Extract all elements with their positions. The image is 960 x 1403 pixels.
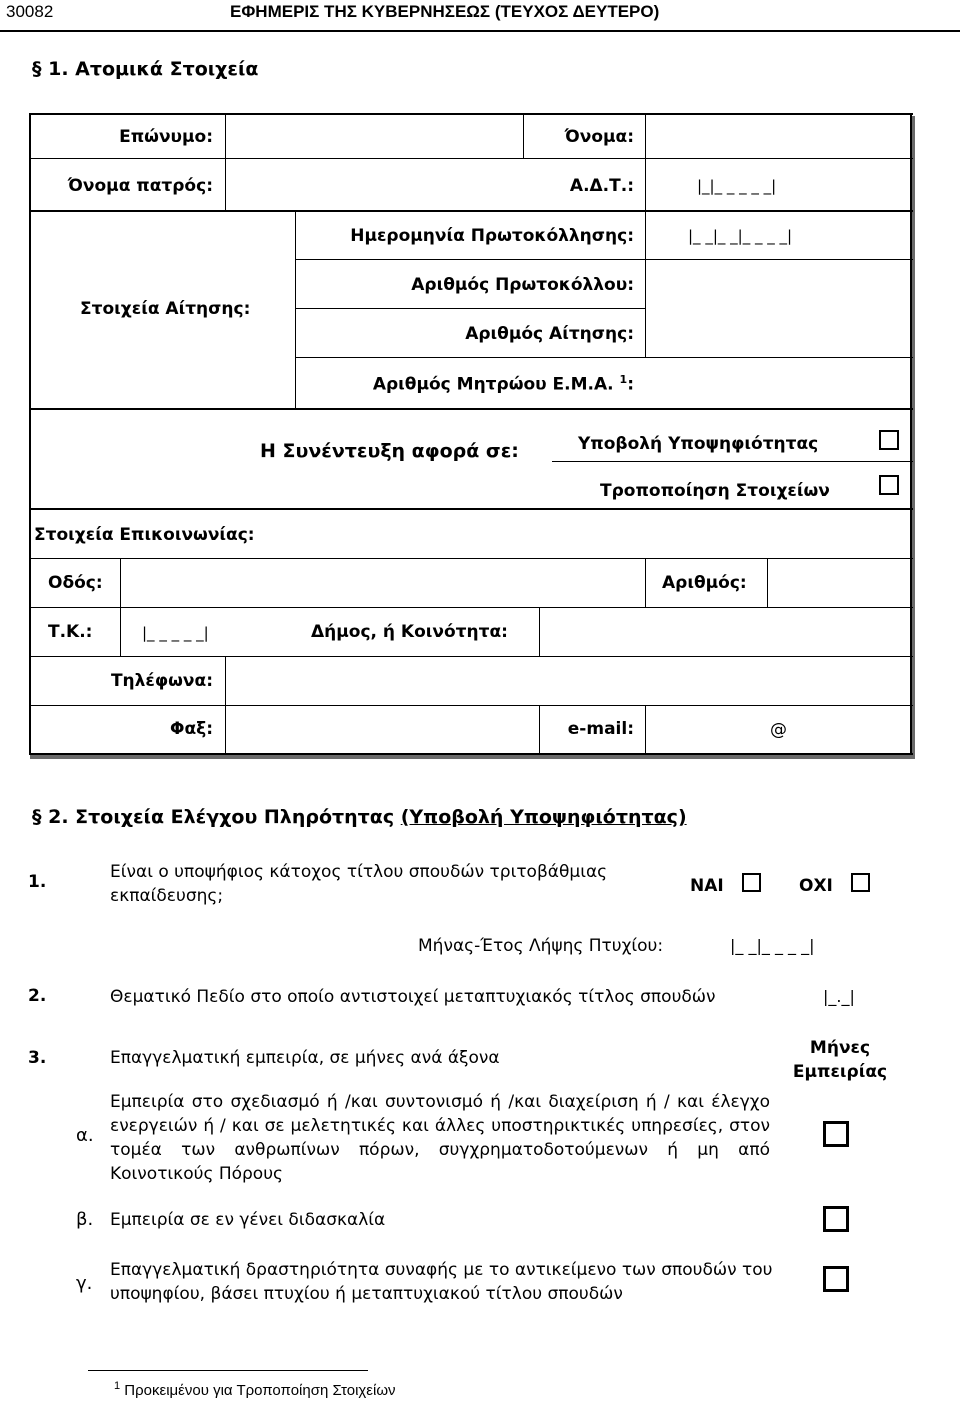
no-checkbox[interactable] (851, 873, 870, 892)
adt-label: Α.Δ.Τ.: (569, 176, 634, 196)
protocol-number-field[interactable] (646, 260, 909, 357)
months-header (790, 1036, 890, 1084)
rule-left (29, 113, 31, 755)
rule (645, 705, 646, 753)
rule (296, 308, 646, 309)
months-header-line1: Μήνες (809, 1038, 871, 1058)
surname-label: Επώνυμο: (119, 127, 213, 147)
degree-date-field[interactable]: |_ _|_ _ _ _| (730, 936, 815, 955)
name-field[interactable] (646, 114, 909, 158)
option-candidacy-checkbox[interactable] (879, 430, 899, 450)
street-label: Οδός: (48, 573, 103, 593)
postcode-field[interactable]: |_ _ _ _ _| (142, 624, 209, 642)
street-number-field[interactable] (768, 559, 909, 607)
option-modification-label: Τροποποίηση Στοιχείων (600, 481, 830, 501)
rule (29, 210, 913, 212)
rule-right (910, 113, 912, 755)
rule (645, 558, 646, 607)
rule (120, 607, 121, 656)
item-b-text: Εμπειρία σε εν γένει διδασκαλία (110, 1210, 386, 1230)
q1-text-line1: Είναι ο υποψήφιος κάτοχος τίτλου σπουδών τριτοβάθμιας (110, 862, 608, 882)
footnote-ref: 1 (619, 373, 628, 386)
name-label: Όνομα: (564, 127, 634, 147)
months-header-line2: Εμπειρίας (792, 1062, 888, 1082)
surname-field[interactable] (226, 114, 522, 158)
rule (523, 113, 524, 159)
number-label: Αριθμός: (662, 573, 747, 593)
application-number-label: Αριθμός Αίτησης: (465, 324, 634, 344)
item-c-letter: γ. (76, 1273, 93, 1294)
email-field[interactable]: @ (770, 720, 787, 740)
item-a-text: Εμπειρία στο σχεδιασμό ή /και συντονισμό ή /και διαχείριση ή / και έλεγχο ενεργειών ή / και σε μελετητικές και άλλες υποστηρικτικές υπηρεσίες, στον τομέα των ανθρωπίνων πόρων, συγχρηματοδοτούμενων ή μη από Κοινοτικούς Πόρους (110, 1092, 770, 1184)
phones-label: Τηλέφωνα: (110, 671, 213, 691)
municipality-label: Δήμος, ή Κοινότητα: (311, 622, 508, 642)
section1-title: § 1. Ατομικά Στοιχεία (32, 58, 259, 80)
q2-field[interactable]: |_._| (823, 987, 855, 1006)
item-a-letter: α. (76, 1125, 94, 1146)
interview-label: Η Συνέντευξη αφορά σε: (260, 440, 519, 462)
rule (296, 357, 913, 358)
footnote (114, 1380, 396, 1399)
option-modification-checkbox[interactable] (879, 475, 899, 495)
protocol-number-label: Αριθμός Πρωτοκόλλου: (411, 275, 634, 295)
q1-text-line2: εκπαίδευσης; (110, 886, 224, 906)
item-a-checkbox[interactable] (823, 1121, 849, 1147)
registry-colon: : (627, 374, 634, 395)
rule (29, 508, 913, 510)
postcode-label: Τ.Κ.: (48, 622, 93, 642)
rule (552, 461, 913, 462)
journal-title: ΕΦΗΜΕΡΙΣ ΤΗΣ ΚΥΒΕΡΝΗΣΕΩΣ (ΤΕΥΧΟΣ ΔΕΥΤΕΡΟ) (230, 2, 660, 21)
item-b-checkbox[interactable] (823, 1206, 849, 1232)
section2-title (32, 806, 687, 828)
option-candidacy-label: Υποβολή Υποψηφιότητας (578, 434, 819, 454)
item-b-letter: β. (76, 1209, 94, 1230)
email-label: e-mail: (567, 719, 634, 739)
section2-title-text: § 2. Στοιχεία Ελέγχου Πληρότητας (32, 806, 395, 828)
protocol-date-field[interactable]: |_ _|_ _|_ _ _ _| (688, 227, 793, 245)
footnote-separator (88, 1370, 368, 1371)
adt-field[interactable]: |_|_ _ _ _ _| (697, 177, 777, 195)
yes-checkbox[interactable] (742, 873, 761, 892)
father-name-label: Όνομα πατρός: (67, 176, 213, 196)
application-section-label: Στοιχεία Αίτησης: (80, 299, 251, 319)
fax-field[interactable] (226, 706, 539, 753)
item-c-text: Επαγγελματική δραστηριότητα συναφής με το αντικείμενο των σπουδών του υποψηφίου, βάσει πτυχίου ή μεταπτυχιακού τίτλου σπουδών (110, 1260, 773, 1304)
rule (29, 158, 913, 159)
rule (29, 408, 913, 410)
phones-field[interactable] (226, 657, 909, 705)
q3-number: 3. (28, 1048, 47, 1068)
father-name-field[interactable] (226, 160, 518, 210)
item-c-checkbox[interactable] (823, 1266, 849, 1292)
q2-text: Θεματικό Πεδίο στο οποίο αντιστοιχεί μεταπτυχιακός τίτλος σπουδών (110, 987, 716, 1007)
q2-number: 2. (28, 986, 47, 1006)
street-field[interactable] (121, 559, 644, 607)
form-shadow-bottom (30, 755, 915, 759)
fax-label: Φαξ: (170, 719, 213, 739)
footnote-mark: 1 (114, 1380, 121, 1392)
degree-date-label: Μήνας-Έτος Λήψης Πτυχίου: (418, 936, 664, 956)
page-number: 30082 (6, 2, 54, 21)
protocol-date-label: Ημερομηνία Πρωτοκόλλησης: (350, 226, 634, 246)
registry-label-text: Αριθμός Μητρώου Ε.Μ.Α. (372, 374, 614, 395)
municipality-field[interactable] (540, 608, 909, 656)
footnote-text: Προκειμένου για Τροποποίηση Στοιχείων (124, 1382, 396, 1399)
contact-section-label: Στοιχεία Επικοινωνίας: (34, 525, 255, 545)
q1-number: 1. (28, 872, 47, 892)
q3-text: Επαγγελματική εμπειρία, σε μήνες ανά άξονα (110, 1048, 500, 1068)
registry-number-label (300, 373, 634, 395)
section2-title-paren: (Υποβολή Υποψηφιότητας) (400, 806, 687, 828)
no-label: ΟΧΙ (799, 876, 833, 896)
q1-text (110, 860, 607, 908)
rule (295, 210, 296, 408)
rule (539, 705, 540, 753)
yes-label: ΝΑΙ (690, 876, 724, 896)
rule-bottom (29, 753, 913, 755)
